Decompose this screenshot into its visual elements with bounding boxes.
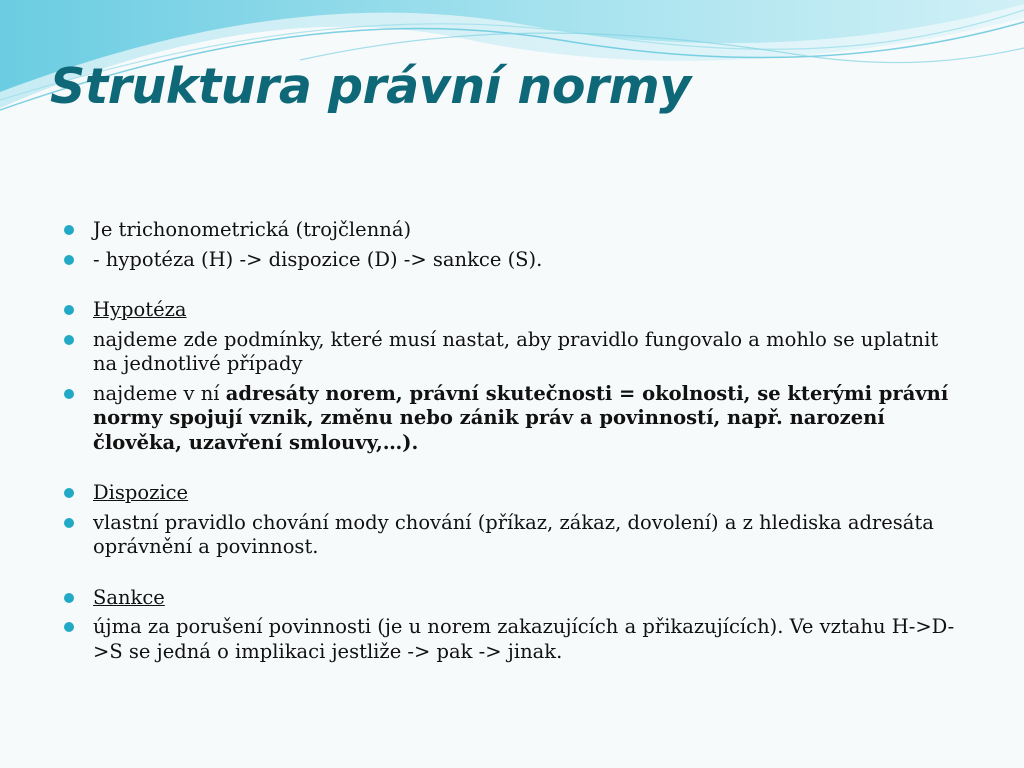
bullet-icon <box>64 305 74 315</box>
bullet-icon <box>64 593 74 603</box>
item-text: najdeme zde podmínky, které musí nastat, aby pravidlo fungovalo a mohlo se uplatnit na jednotlivé případy <box>93 327 939 375</box>
section-heading-hypoteza: Hypotéza <box>93 298 187 321</box>
list-item <box>64 615 964 664</box>
item-text: - hypotéza (H) -> dispozice (D) -> sankce (S). <box>93 247 543 271</box>
bullet-icon <box>64 518 74 528</box>
item-text: Je trichonometrická (trojčlenná) <box>93 218 412 241</box>
bullet-icon <box>64 255 74 265</box>
slide-content <box>64 218 964 669</box>
bullet-icon <box>64 488 74 498</box>
item-text: vlastní pravidlo chování mody chování (příkaz, zákaz, dovolení) a z hlediska adresáta oprávnění a povinnost. <box>93 510 934 558</box>
list-item <box>64 328 964 377</box>
list-item <box>64 382 964 456</box>
bullet-icon <box>64 389 74 399</box>
bullet-icon <box>64 622 74 632</box>
list-item-heading <box>64 481 964 506</box>
item-text: újma za porušení povinnosti (je u norem zakazujících a přikazujících). Ve vztahu H->D->S se jedná o implikaci jestliže -> pak -> jinak. <box>93 615 955 663</box>
item-text-bold: adresáty norem, právní skutečnosti = okolnosti, se kterými právní normy spojují vznik, změnu nebo zánik práv a povinností, např. narození člověka, uzavření smlouvy,…). <box>93 381 949 454</box>
bullet-list <box>64 218 964 664</box>
list-item <box>64 511 964 560</box>
slide-title: Struktura právní normy <box>50 58 691 115</box>
list-item-heading <box>64 298 964 323</box>
bullet-icon <box>64 335 74 345</box>
list-item <box>64 218 964 243</box>
section-heading-sankce: Sankce <box>93 585 165 609</box>
section-heading-dispozice: Dispozice <box>93 481 189 504</box>
list-item <box>64 248 964 273</box>
bullet-icon <box>64 225 74 235</box>
item-text-prefix: najdeme v ní <box>93 381 226 405</box>
list-item-heading <box>64 586 964 611</box>
